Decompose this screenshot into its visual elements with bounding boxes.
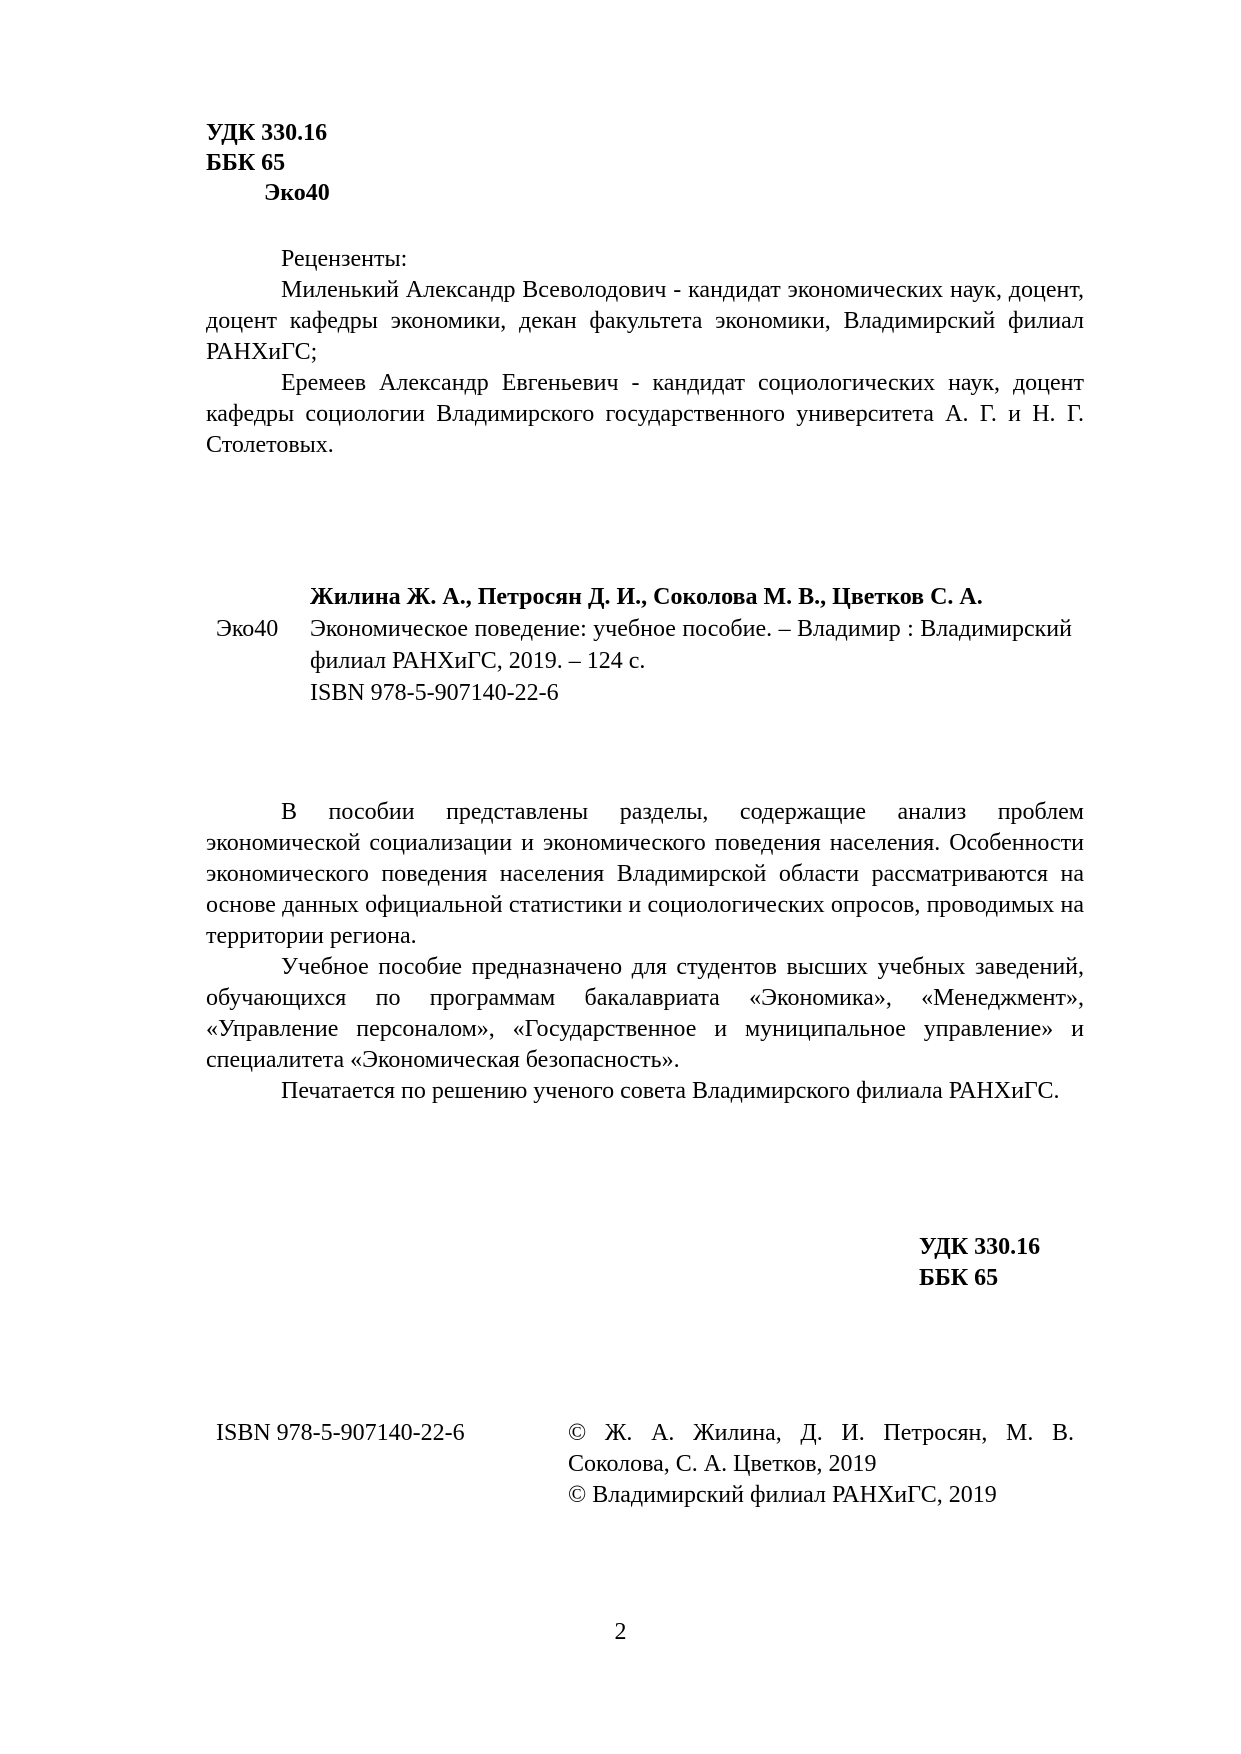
copyright-authors: © Ж. А. Жилина, Д. И. Петросян, М. В. Соколова, С. А. Цветков, 2019 xyxy=(568,1420,1074,1477)
isbn-bottom: ISBN 978-5-907140-22-6 xyxy=(216,1420,465,1446)
bibliographic-description: Экономическое поведение: учебное пособие. – Владимир : Владимирский филиал РАНХиГС, 2019. – 124 с. xyxy=(310,616,1072,674)
annotation-paragraph-3: Печатается по решению ученого совета Владимирского филиала РАНХиГС. xyxy=(281,1078,1060,1104)
reviewer-1: Миленький Александр Всеволодович - кандидат экономических наук, доцент, доцент кафедры экономики, декан факультета экономики, Владимирский филиал РАНХиГС; xyxy=(206,277,1084,365)
bbk-code: ББК 65 xyxy=(206,150,286,176)
bibliographic-code: Эко40 xyxy=(216,616,279,642)
classification-block-bottom xyxy=(919,1232,1040,1294)
reviewers-block xyxy=(206,244,1084,461)
bibliographic-row xyxy=(206,613,1084,677)
bibliographic-isbn: ISBN 978-5-907140-22-6 xyxy=(310,680,559,706)
annotation-paragraph-1: В пособии представлены разделы, содержащие анализ проблем экономической социализации и экономического поведения населения. Особенности экономического поведения населения Владимирской области рассматриваются на основе данных официальной статистики и социологических опросов, проводимых на территории региона. xyxy=(206,799,1084,949)
udk-code: УДК 330.16 xyxy=(206,120,328,146)
author-sign-code: Эко40 xyxy=(264,180,330,206)
classification-block-top xyxy=(206,118,330,208)
annotation-paragraph-2: Учебное пособие предназначено для студентов высших учебных заведений, обучающихся по программам бакалавриата «Экономика», «Менеджмент», «Управление персоналом», «Государственное и муниципальное управление» и специалитета «Экономическая безопасность». xyxy=(206,954,1084,1073)
bibliographic-authors: Жилина Ж. А., Петросян Д. И., Соколова М. В., Цветков С. А. xyxy=(310,584,983,610)
annotation-block xyxy=(206,797,1084,1107)
bbk-code-bottom: ББК 65 xyxy=(919,1265,999,1291)
copyright-block xyxy=(568,1418,1074,1511)
bibliographic-description-wrap xyxy=(310,613,1084,677)
page-number: 2 xyxy=(614,1619,627,1645)
reviewer-2: Еремеев Александр Евгеньевич - кандидат социологических наук, доцент кафедры социологии Владимирского государственного университета А. Г. и Н. Г. Столетовых. xyxy=(206,370,1084,458)
copyright-publisher: © Владимирский филиал РАНХиГС, 2019 xyxy=(568,1482,997,1508)
udk-code-bottom: УДК 330.16 xyxy=(919,1234,1041,1260)
reviewers-heading: Рецензенты: xyxy=(281,246,408,272)
bibliographic-entry xyxy=(206,581,1084,709)
